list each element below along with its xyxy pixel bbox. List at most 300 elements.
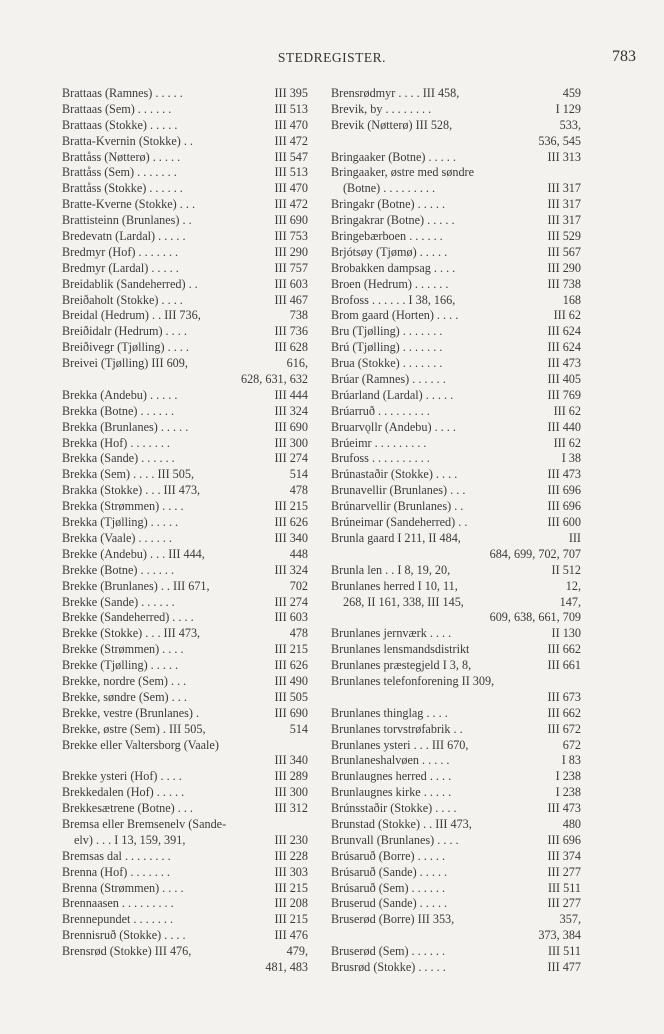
entry-reference: III 277 (547, 896, 581, 911)
index-entry (331, 769, 581, 785)
page-header (0, 48, 664, 70)
page-title: STEDREGISTER. (277, 50, 387, 65)
index-entry (62, 420, 308, 436)
entry-reference: III 274 (274, 451, 308, 466)
entry-name: Brattåss (Sem) . . . . . . . (62, 165, 177, 180)
entry-reference: III 274 (274, 594, 308, 609)
index-entry (62, 626, 308, 642)
page-number: 783 (612, 48, 636, 65)
entry-name: Bredmyr (Hof) . . . . . . . (62, 244, 179, 259)
index-entry (331, 404, 581, 420)
index-entry (62, 515, 308, 531)
entry-reference: 357, (559, 912, 581, 927)
entry-reference: III 324 (274, 562, 308, 577)
entry-reference: 684, 699, 702, 707 (489, 546, 581, 561)
index-entry (62, 722, 308, 738)
index-entry (331, 499, 581, 515)
entry-name: Bruserød (Borre) III 353, (331, 912, 455, 927)
index-entry (331, 197, 581, 213)
index-entry (331, 483, 581, 499)
entry-name: Bru (Tjølling) . . . . . . . (331, 324, 443, 339)
entry-reference: III 473 (547, 467, 581, 482)
index-entry (331, 944, 581, 960)
entry-name: Brunlanes præstegjeld I 3, 8, (331, 658, 472, 673)
entry-reference: III 626 (274, 658, 308, 673)
index-entry (62, 563, 308, 579)
entry-name: Brekka (Vaale) . . . . . . (62, 530, 172, 545)
entry-name: Brua (Stokke) . . . . . . . (331, 356, 443, 371)
entry-reference: III 290 (547, 260, 581, 275)
entry-reference: III 208 (274, 896, 308, 911)
entry-reference: 616, (286, 356, 308, 371)
entry-reference: I 38 (561, 451, 581, 466)
entry-name: Breidal (Hedrum) . . III 736, (62, 308, 201, 323)
entry-name: Brekke, vestre (Brunlanes) . (62, 705, 200, 720)
entry-reference: III 317 (547, 181, 581, 196)
entry-reference: III 757 (274, 260, 308, 275)
index-entry (331, 547, 581, 563)
entry-reference: III (568, 530, 581, 545)
entry-name: Brekke (Strømmen) . . . . (62, 642, 184, 657)
entry-name: Breiðaholt (Stokke) . . . . (62, 292, 183, 307)
index-entry (331, 881, 581, 897)
entry-reference: III 511 (547, 944, 581, 959)
index-entry (62, 436, 308, 452)
index-entry (62, 388, 308, 404)
entry-name: Brekke ysteri (Hof) . . . . (62, 769, 182, 784)
entry-name: Brakka (Stokke) . . . III 473, (62, 483, 201, 498)
entry-name: Brunlanes ysteri . . . III 670, (331, 737, 469, 752)
index-entry (62, 674, 308, 690)
index-entry (62, 86, 308, 102)
entry-name: Bredmyr (Lardal) . . . . . (62, 260, 179, 275)
entry-reference: III 215 (274, 912, 308, 927)
index-entry (331, 181, 581, 197)
entry-name: Breiðidalr (Hedrum) . . . . (62, 324, 187, 339)
index-entry (62, 642, 308, 658)
entry-reference: III 215 (274, 642, 308, 657)
entry-name: Brensrød (Stokke) III 476, (62, 944, 192, 959)
index-entry (62, 928, 308, 944)
entry-name: Brekka (Sande) . . . . . . (62, 451, 175, 466)
entry-reference: III 62 (553, 435, 581, 450)
entry-reference: III 662 (547, 705, 581, 720)
entry-reference: III 769 (547, 387, 581, 402)
index-entry (331, 134, 581, 150)
entry-name: Brúsaruð (Sem) . . . . . . (331, 880, 446, 895)
index-entry (62, 785, 308, 801)
entry-reference: III 312 (274, 801, 308, 816)
entry-reference: III 603 (274, 610, 308, 625)
index-entry (331, 960, 581, 976)
entry-reference: III 662 (547, 642, 581, 657)
index-entry (62, 308, 308, 324)
index-entry (331, 165, 581, 181)
index-entry (331, 753, 581, 769)
entry-name: Bremsas dal . . . . . . . . (62, 848, 171, 863)
entry-reference: 12, (565, 578, 581, 593)
entry-reference: 702 (289, 578, 308, 593)
entry-name: Bremsa eller Bremsenelv (Sande- (62, 816, 227, 831)
entry-reference: III 444 (274, 387, 308, 402)
entry-reference: III 513 (274, 101, 308, 116)
entry-reference: 147, (559, 594, 581, 609)
index-entry (62, 356, 308, 372)
entry-name: Brúnarvellir (Brunlanes) . . (331, 499, 464, 514)
index-entry (331, 245, 581, 261)
entry-name: elv) . . . I 13, 159, 391, (74, 832, 186, 847)
entry-name: Bringebærboen . . . . . . (331, 229, 443, 244)
index-entry (331, 865, 581, 881)
entry-name: Brevik, by . . . . . . . . (331, 101, 432, 116)
entry-reference: III 290 (274, 244, 308, 259)
entry-reference: III 317 (547, 197, 581, 212)
index-entry (62, 451, 308, 467)
entry-reference: II 130 (551, 626, 581, 641)
entry-name: Brekke (Sandeherred) . . . . (62, 610, 194, 625)
index-entry (62, 165, 308, 181)
index-entry (62, 547, 308, 563)
entry-reference: 479, (286, 944, 308, 959)
entry-reference: III 547 (274, 149, 308, 164)
index-entry (331, 722, 581, 738)
entry-name: Breivei (Tjølling) III 609, (62, 356, 188, 371)
index-entry (331, 229, 581, 245)
entry-reference: III 277 (547, 864, 581, 879)
index-entry (331, 293, 581, 309)
entry-name: Brunlanes telefonforening II 309, (331, 673, 495, 688)
entry-name: Brekka (Hof) . . . . . . . (62, 435, 170, 450)
entry-name: Bringaaker, østre med søndre (331, 165, 475, 180)
entry-reference: III 470 (274, 117, 308, 132)
entry-reference: 480 (562, 816, 581, 831)
index-entry (331, 356, 581, 372)
entry-reference: 478 (289, 626, 308, 641)
entry-name: Brekka (Strømmen) . . . . (62, 499, 184, 514)
entry-name: Brekke (Sande) . . . . . . (62, 594, 175, 609)
entry-reference: III 696 (547, 832, 581, 847)
entry-reference: III 467 (274, 292, 308, 307)
index-entry (331, 563, 581, 579)
index-entry (331, 785, 581, 801)
index-entry (62, 213, 308, 229)
entry-name: Brúeimr . . . . . . . . . (331, 435, 427, 450)
entry-name: Bratte-Kverne (Stokke) . . . (62, 197, 196, 212)
index-entry (331, 928, 581, 944)
entry-name: Brennaasen . . . . . . . . . (62, 896, 174, 911)
index-entry (62, 610, 308, 626)
entry-name: Brattisteinn (Brunlanes) . . (62, 213, 192, 228)
entry-reference: 628, 631, 632 (240, 372, 308, 387)
index-entry (331, 706, 581, 722)
entry-reference: III 476 (274, 928, 308, 943)
entry-reference: III 405 (547, 372, 581, 387)
entry-name: Brekkesætrene (Botne) . . . (62, 801, 193, 816)
entry-name: Brunlaneshalvøen . . . . . (331, 753, 450, 768)
entry-name: Brennepundet . . . . . . . (62, 912, 174, 927)
index-entry (331, 595, 581, 611)
index-entry (331, 515, 581, 531)
entry-reference: III 300 (274, 785, 308, 800)
index-entry (62, 150, 308, 166)
entry-reference: I 129 (555, 101, 581, 116)
entry-reference: III 661 (547, 658, 581, 673)
index-entry (62, 881, 308, 897)
entry-reference: 373, 384 (538, 928, 581, 943)
index-entry (62, 277, 308, 293)
entry-name: Brunla len . . I 8, 19, 20, (331, 562, 451, 577)
index-entry (62, 483, 308, 499)
entry-reference: I 83 (561, 753, 581, 768)
entry-name: Brekka (Sem) . . . . III 505, (62, 467, 194, 482)
entry-name: Brunlaugnes herred . . . . (331, 769, 452, 784)
entry-reference: III 753 (274, 229, 308, 244)
entry-name: Brenna (Hof) . . . . . . . (62, 864, 170, 879)
index-entry (62, 245, 308, 261)
entry-name: Breidablik (Sandeherred) . . (62, 276, 198, 291)
entry-reference: 459 (562, 86, 581, 100)
index-entry (62, 960, 308, 976)
entry-name: Brevik (Nøtterø) III 528, (331, 117, 453, 132)
index-entry (62, 944, 308, 960)
entry-reference: III 440 (547, 419, 581, 434)
entry-reference: 533, (559, 117, 581, 132)
entry-reference: III 490 (274, 673, 308, 688)
entry-name: Brekke eller Valtersborg (Vaale) (62, 737, 219, 752)
index-entry (62, 261, 308, 277)
index-entry (62, 102, 308, 118)
index-entry (62, 738, 308, 754)
entry-reference: III 529 (547, 229, 581, 244)
entry-reference: III 690 (274, 419, 308, 434)
index-entry (62, 896, 308, 912)
entry-name: Brjótsøy (Tjømø) . . . . . (331, 244, 448, 259)
entry-name: Brúsaruð (Sande) . . . . . (331, 864, 448, 879)
index-entry (331, 579, 581, 595)
index-entry (331, 833, 581, 849)
index-entry (331, 801, 581, 817)
entry-name: Bringaaker (Botne) . . . . . (331, 149, 456, 164)
entry-name: Brensrødmyr . . . . III 458, (331, 86, 460, 100)
index-entry (62, 499, 308, 515)
index-entry (331, 674, 581, 690)
entry-name: Brufoss . . . . . . . . . . (331, 451, 430, 466)
index-entry (331, 388, 581, 404)
entry-reference: III 567 (547, 244, 581, 259)
entry-reference: III 395 (274, 86, 308, 100)
entry-reference: I 238 (555, 769, 581, 784)
entry-reference: 514 (289, 467, 308, 482)
entry-name: Brattaas (Stokke) . . . . . (62, 117, 178, 132)
entry-reference: III 303 (274, 864, 308, 879)
entry-name: Brennisruð (Stokke) . . . . (62, 928, 186, 943)
index-entry (331, 817, 581, 833)
index-entry (331, 912, 581, 928)
entry-name: Brúneimar (Sandeherred) . . (331, 515, 468, 530)
index-entry (62, 324, 308, 340)
entry-name: Brekke, nordre (Sem) . . . (62, 673, 187, 688)
entry-name: Breiðivegr (Tjølling) . . . . (62, 340, 189, 355)
entry-reference: III 62 (553, 308, 581, 323)
entry-name: Brekka (Tjølling) . . . . . (62, 515, 179, 530)
entry-name: Brunlanes jernværk . . . . (331, 626, 452, 641)
entry-name: 268, II 161, 338, III 145, (343, 594, 464, 609)
entry-reference: III 738 (547, 276, 581, 291)
index-entry (62, 849, 308, 865)
entry-reference: III 672 (547, 721, 581, 736)
index-entry (331, 451, 581, 467)
index-entry (331, 150, 581, 166)
entry-reference: III 340 (274, 530, 308, 545)
index-entry (331, 308, 581, 324)
index-entry (62, 197, 308, 213)
index-entry (62, 817, 308, 833)
index-entry (62, 118, 308, 134)
entry-name: Brunvall (Brunlanes) . . . . (331, 832, 459, 847)
entry-name: Brunlanes thinglag . . . . (331, 705, 448, 720)
index-column-right (331, 86, 581, 976)
index-entry (62, 229, 308, 245)
entry-reference: III 473 (547, 356, 581, 371)
entry-reference: III 470 (274, 181, 308, 196)
entry-reference: III 313 (547, 149, 581, 164)
index-entry (62, 340, 308, 356)
entry-reference: III 472 (274, 133, 308, 148)
entry-reference: III 673 (547, 689, 581, 704)
entry-name: Brúarland (Lardal) . . . . . (331, 387, 454, 402)
entry-reference: III 696 (547, 499, 581, 514)
entry-name: Brattåss (Nøtterø) . . . . . (62, 149, 181, 164)
entry-name: Brekke (Tjølling) . . . . . (62, 658, 179, 673)
entry-reference: 448 (289, 546, 308, 561)
index-entry (331, 610, 581, 626)
entry-name: Brunlaugnes kirke . . . . . (331, 785, 452, 800)
entry-reference: III 289 (274, 769, 308, 784)
index-entry (331, 531, 581, 547)
index-entry (331, 626, 581, 642)
index-entry (62, 912, 308, 928)
index-entry (62, 690, 308, 706)
index-entry (62, 134, 308, 150)
entry-reference: III 374 (547, 848, 581, 863)
entry-name: Brofoss . . . . . . I 38, 166, (331, 292, 456, 307)
entry-reference: III 628 (274, 340, 308, 355)
entry-reference: III 228 (274, 848, 308, 863)
index-entry (331, 118, 581, 134)
entry-reference: III 505 (274, 689, 308, 704)
index-entry (62, 595, 308, 611)
entry-reference: III 340 (274, 753, 308, 768)
entry-name: Brenna (Strømmen) . . . . (62, 880, 184, 895)
index-entry (331, 420, 581, 436)
index-entry (331, 658, 581, 674)
entry-reference: III 324 (274, 403, 308, 418)
entry-reference: 514 (289, 721, 308, 736)
index-entry (331, 324, 581, 340)
entry-name: Bratta-Kvernin (Stokke) . . (62, 133, 193, 148)
index-entry (331, 102, 581, 118)
entry-reference: 672 (562, 737, 581, 752)
index-entry (62, 404, 308, 420)
entry-name: Bringakrar (Botne) . . . . . (331, 213, 455, 228)
entry-reference: 478 (289, 483, 308, 498)
entry-reference: III 215 (274, 880, 308, 895)
entry-reference: III 736 (274, 324, 308, 339)
entry-name: Broen (Hedrum) . . . . . . (331, 276, 449, 291)
index-entry (62, 293, 308, 309)
entry-name: Brunlanes lensmandsdistrikt (331, 642, 470, 657)
entry-name: Bruserød (Sem) . . . . . . (331, 944, 446, 959)
entry-reference: III 690 (274, 705, 308, 720)
entry-name: Brattåss (Stokke) . . . . . . (62, 181, 183, 196)
entry-name: Bredevatn (Lardal) . . . . . (62, 229, 186, 244)
index-entry (62, 467, 308, 483)
entry-name: Brekka (Botne) . . . . . . (62, 403, 175, 418)
entry-name: Brekke (Botne) . . . . . . (62, 562, 175, 577)
entry-reference: III 690 (274, 213, 308, 228)
entry-name: Brekke (Brunlanes) . . III 671, (62, 578, 210, 593)
entry-reference: III 624 (547, 340, 581, 355)
index-entry (62, 769, 308, 785)
index-entry (62, 865, 308, 881)
entry-reference: 168 (562, 292, 581, 307)
entry-reference: 738 (289, 308, 308, 323)
entry-name: Brúarruð . . . . . . . . . (331, 403, 430, 418)
index-entry (62, 181, 308, 197)
entry-reference: 481, 483 (265, 959, 308, 974)
entry-name: Brattaas (Ramnes) . . . . . (62, 86, 183, 100)
index-entry (331, 213, 581, 229)
entry-name: Brúnsstaðir (Stokke) . . . . (331, 801, 457, 816)
entry-reference: 536, 545 (538, 133, 581, 148)
entry-name: Brú (Tjølling) . . . . . . . (331, 340, 443, 355)
entry-reference: II 512 (551, 562, 581, 577)
index-entry (331, 467, 581, 483)
index-entry (62, 833, 308, 849)
entry-name: Brekkedalen (Hof) . . . . . (62, 785, 185, 800)
entry-name: Brekka (Brunlanes) . . . . . (62, 419, 189, 434)
entry-name: Bruarvǫllr (Andebu) . . . . (331, 419, 456, 434)
entry-name: Brunlanes herred I 10, 11, (331, 578, 458, 593)
index-entry (331, 896, 581, 912)
index-entry (331, 690, 581, 706)
entry-name: Brekka (Andebu) . . . . . (62, 387, 178, 402)
index-entry (331, 372, 581, 388)
entry-name: Brusrød (Stokke) . . . . . (331, 959, 446, 974)
entry-name: Bringakr (Botne) . . . . . (331, 197, 446, 212)
index-entry (62, 579, 308, 595)
index-entry (331, 738, 581, 754)
entry-reference: III 215 (274, 499, 308, 514)
entry-reference: I 238 (555, 785, 581, 800)
entry-reference: III 626 (274, 515, 308, 530)
entry-name: Bruserud (Sande) . . . . . (331, 896, 448, 911)
index-entry (62, 801, 308, 817)
index-entry (331, 261, 581, 277)
entry-reference: III 473 (547, 801, 581, 816)
index-entry (62, 706, 308, 722)
index-entry (62, 372, 308, 388)
entry-name: Brekke, søndre (Sem) . . . (62, 689, 187, 704)
entry-name: Brunavellir (Brunlanes) . . . (331, 483, 466, 498)
entry-reference: III 696 (547, 483, 581, 498)
index-entry (331, 849, 581, 865)
entry-reference: III 472 (274, 197, 308, 212)
entry-name: Brom gaard (Horten) . . . . (331, 308, 459, 323)
entry-reference: III 624 (547, 324, 581, 339)
entry-reference: III 230 (274, 832, 308, 847)
entry-name: Brattaas (Sem) . . . . . . (62, 101, 172, 116)
